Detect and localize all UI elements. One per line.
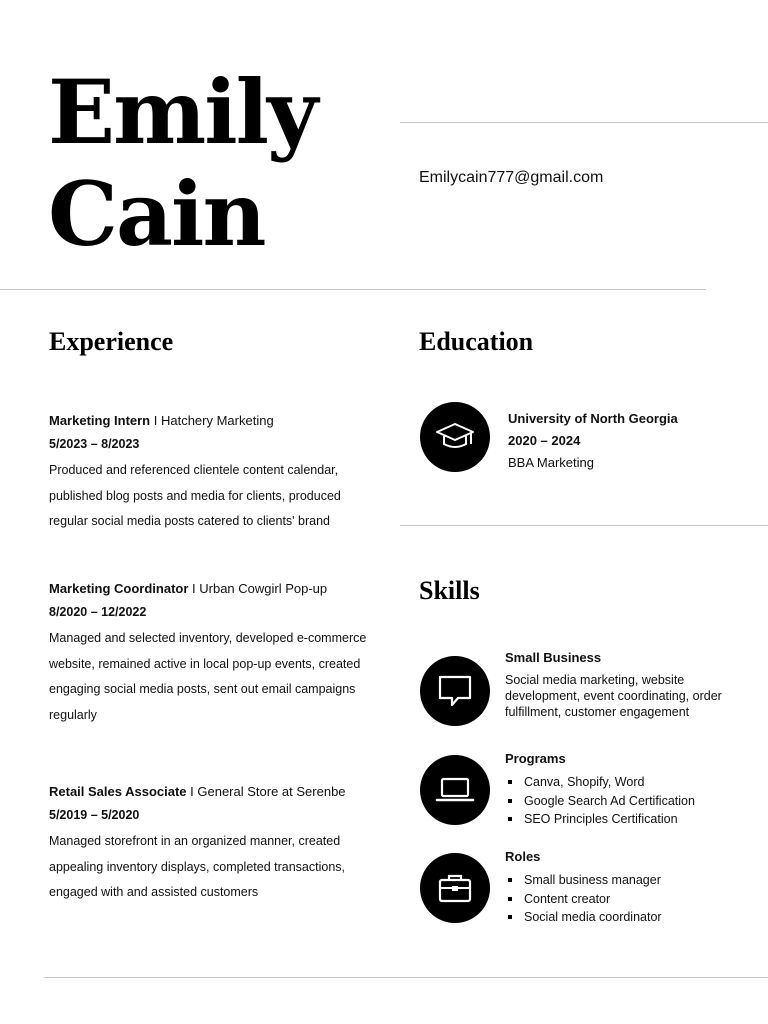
list-item: SEO Principles Certification (505, 810, 755, 829)
list-item: Content creator (505, 890, 755, 909)
job-company: I General Store at Serenbe (186, 784, 346, 799)
job-role: Retail Sales Associate (49, 784, 187, 799)
first-name: Emily (48, 60, 317, 164)
email-address[interactable]: Emilycain777@gmail.com (419, 169, 604, 186)
skill-icon-circle-roles (420, 853, 490, 923)
skill-icon-circle-programs (420, 755, 490, 825)
education-rule (400, 525, 768, 526)
skill-group-roles (505, 848, 755, 927)
job-title-line (49, 580, 369, 598)
job-description: Managed and selected inventory, developed e-commerce website, remained active in local pop-up events, created engaging social media posts, sent out email campaigns regularly (49, 631, 367, 722)
skill-list (505, 871, 755, 927)
education-icon-circle (420, 402, 490, 472)
graduation-cap-icon (433, 420, 477, 454)
job-dates: 8/2020 – 12/2022 (49, 605, 147, 619)
skill-group-title: Roles (505, 849, 541, 864)
job-company: I Urban Cowgirl Pop-up (188, 581, 328, 596)
skill-list (505, 773, 755, 829)
list-item: Small business manager (505, 871, 755, 890)
education-details (508, 408, 678, 474)
briefcase-icon (435, 871, 475, 905)
job-dates: 5/2019 – 5/2020 (49, 808, 140, 822)
footer-rule (44, 977, 768, 978)
job-entry-2 (49, 580, 369, 728)
speech-bubble-icon (436, 673, 474, 709)
list-item: Canva, Shopify, Word (505, 773, 755, 792)
skill-group-programs (505, 750, 755, 829)
skill-group-title: Small Business (505, 650, 602, 665)
laptop-icon (434, 775, 476, 805)
job-dates: 5/2023 – 8/2023 (49, 437, 140, 451)
skill-group-small-business (505, 649, 755, 720)
job-title-line (49, 412, 369, 430)
job-description: Managed storefront in an organized manner, created appealing inventory displays, completed transactions, engaged with and assisted customers (49, 834, 346, 899)
school-name: University of North Georgia (508, 411, 678, 426)
skill-group-description: Social media marketing, website development, event coordinating, order fulfillment, customer engagement (505, 673, 722, 719)
skill-group-title: Programs (505, 751, 566, 766)
degree: BBA Marketing (508, 455, 594, 470)
job-title-line (49, 783, 369, 801)
job-entry-1 (49, 412, 369, 535)
school-years: 2020 – 2024 (508, 433, 581, 448)
job-role: Marketing Intern (49, 413, 151, 428)
job-description: Produced and referenced clientele content calendar, published blog posts and media for clients, produced regular social media posts catered to clients' brand (49, 463, 341, 528)
job-role: Marketing Coordinator (49, 581, 189, 596)
last-name: Cain (48, 162, 265, 266)
skill-icon-circle-small-business (420, 656, 490, 726)
header-rule-top (400, 122, 768, 123)
header-rule-bottom (0, 289, 706, 290)
list-item: Google Search Ad Certification (505, 792, 755, 811)
experience-heading: Experience (49, 327, 174, 356)
skills-heading: Skills (419, 576, 480, 605)
list-item: Social media coordinator (505, 908, 755, 927)
job-entry-3 (49, 783, 369, 906)
job-company: I Hatchery Marketing (150, 413, 274, 428)
education-heading: Education (419, 327, 534, 356)
